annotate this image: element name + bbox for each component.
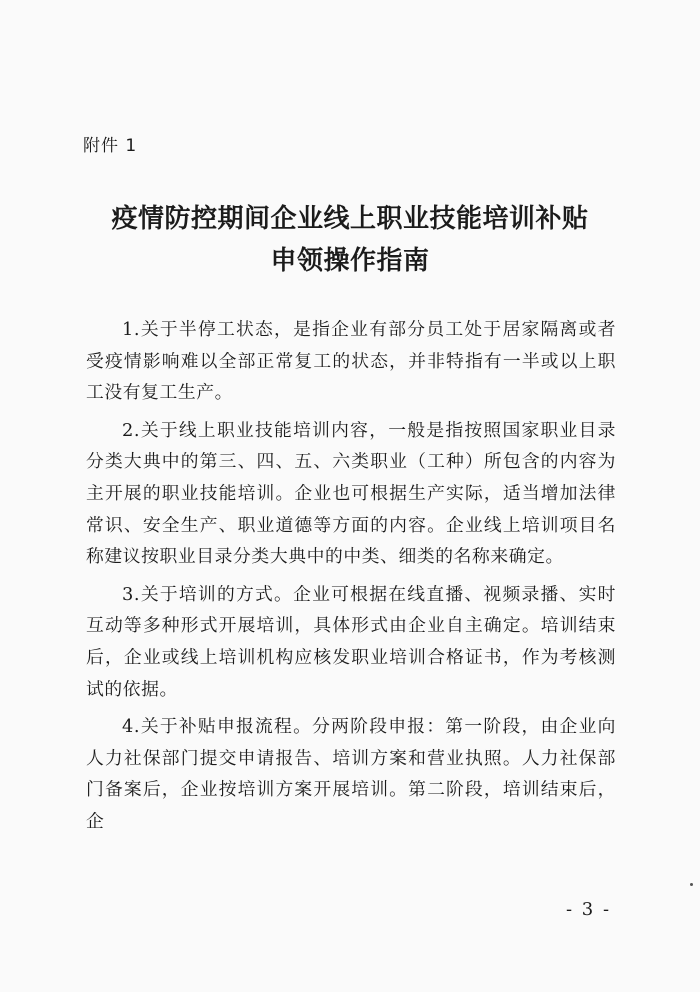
page-number: - 3 -	[566, 899, 612, 920]
document-body	[86, 314, 616, 844]
title-line-1: 疫情防控期间企业线上职业技能培训补贴	[111, 204, 589, 234]
attachment-label: 附件 1	[83, 136, 138, 156]
title-line-2: 申领操作指南	[270, 246, 430, 276]
paragraph-3: 3.关于培训的方式。企业可根据在线直播、视频录播、实时互动等多种形式开展培训，具体形式由企业自主确定。培训结束后，企业或线上培训机构应核发职业培训合格证书，作为考核测试的依据。	[86, 583, 616, 700]
scan-speck	[690, 883, 693, 886]
paragraph-1: 1.关于半停工状态，是指企业有部分员工处于居家隔离或者受疫情影响难以全部正常复工的状态，并非特指有一半或以上职工没有复工生产。	[86, 319, 616, 404]
document-title	[60, 198, 640, 282]
paragraph-4: 4.关于补贴申报流程。分两阶段申报：第一阶段，由企业向人力社保部门提交申请报告、培训方案和营业执照。人力社保部门备案后，企业按培训方案开展培训。第二阶段，培训结束后，企	[86, 716, 616, 832]
paragraph-2: 2.关于线上职业技能培训内容，一般是指按照国家职业目录分类大典中的第三、四、五、六类职业（工种）所包含的内容为主开展的职业技能培训。企业也可根据生产实际，适当增加法律常识、安全生产、职业道德等方面的内容。企业线上培训项目名称建议按职业目录分类大典中的中类、细类的名称来确定。	[86, 419, 616, 568]
